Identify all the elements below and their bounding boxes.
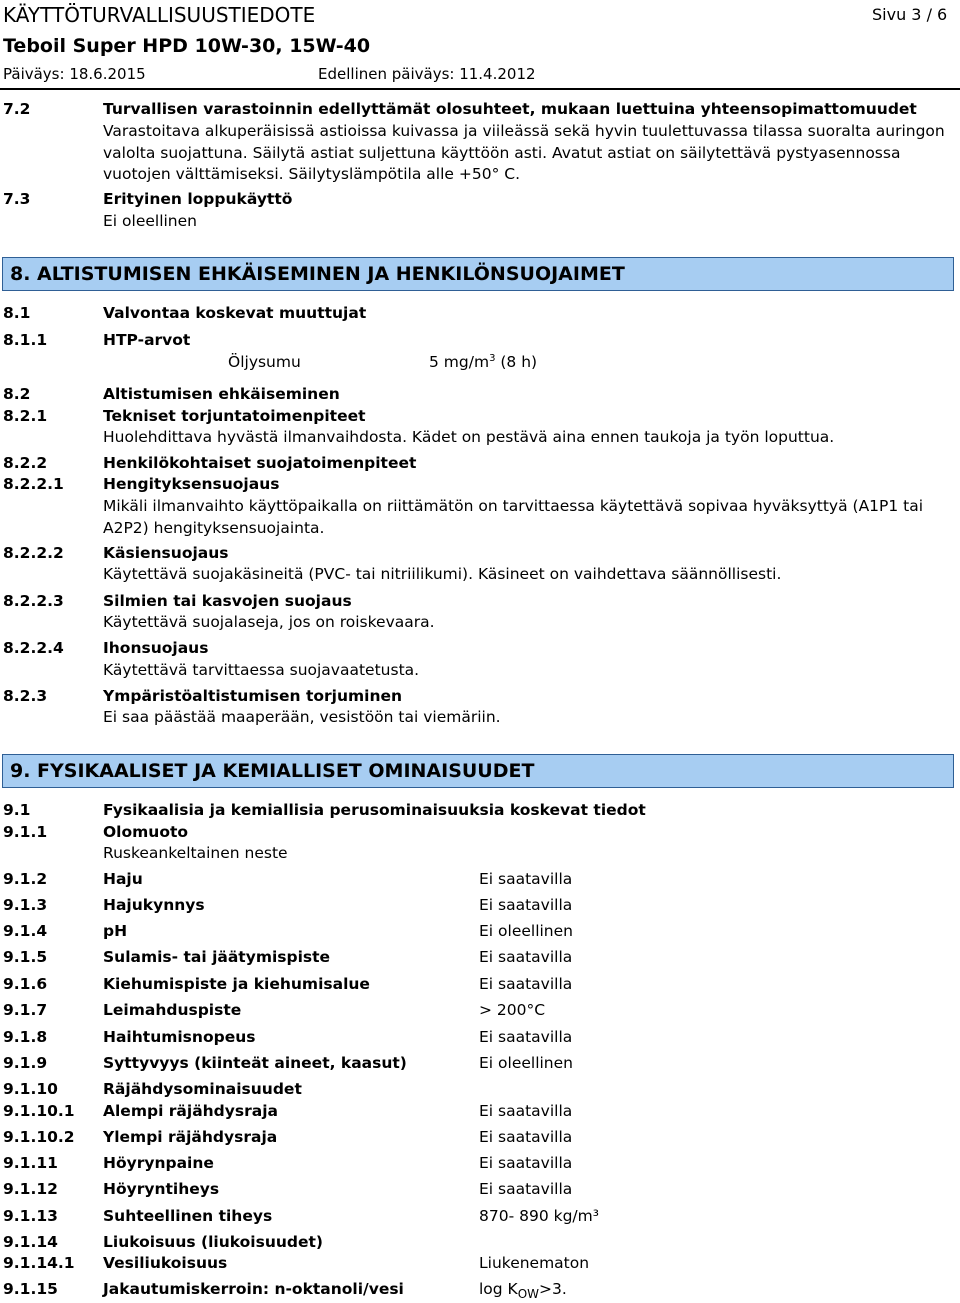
issue-date: Päiväys: 18.6.2015	[3, 65, 146, 83]
section-title: Silmien tai kasvojen suojaus	[103, 592, 352, 610]
section-number: 8.2.1	[3, 407, 48, 425]
property-label: Vesiliukoisuus	[103, 1254, 228, 1272]
header-divider	[0, 88, 960, 90]
section-number: 8.1	[3, 304, 31, 322]
section-body: Käytettävä suojalaseja, jos on roiskevaara.	[103, 613, 435, 631]
property-value: Ei oleellinen	[479, 922, 573, 940]
section-body: Käytettävä tarvittaessa suojavaatetusta.	[103, 661, 420, 679]
section-title: Hengityksensuojaus	[103, 475, 280, 493]
section-body: Mikäli ilmanvaihto käyttöpaikalla on riittämätön on tarvittaessa käytettävä sopivaa hyväksyttyä (A1P1 tai A2P2) hengityksensuojainta.	[103, 497, 924, 537]
property-label: Syttyvyys (kiinteät aineet, kaasut)	[103, 1054, 407, 1072]
section-title: Olomuoto	[103, 823, 189, 841]
property-label: Haihtumisnopeus	[103, 1028, 256, 1046]
property-number: 9.1.12	[3, 1180, 58, 1198]
section-title: Henkilökohtaiset suojatoimenpiteet	[103, 454, 417, 472]
property-value: > 200°C	[479, 1001, 546, 1019]
section-number: 9.1	[3, 801, 31, 819]
htp-substance: Öljysumu	[228, 353, 301, 371]
section-number: 8.2.2.4	[3, 639, 64, 657]
property-value: Ei saatavilla	[479, 1102, 573, 1120]
section-title: Käsiensuojaus	[103, 544, 229, 562]
property-value: Ei oleellinen	[479, 1054, 573, 1072]
section-title: Altistumisen ehkäiseminen	[103, 385, 340, 403]
section-8-heading: 8. ALTISTUMISEN EHKÄISEMINEN JA HENKILÖNSUOJAIMET	[10, 263, 625, 285]
section-body: Ei oleellinen	[103, 212, 197, 230]
property-label: Kiehumispiste ja kiehumisalue	[103, 975, 370, 993]
section-number: 8.2.3	[3, 687, 48, 705]
section-number: 7.3	[3, 190, 31, 208]
property-number: 9.1.6	[3, 975, 48, 993]
property-value: $\log K_{OW}>3$.	[479, 1280, 567, 1302]
property-value: Ei saatavilla	[479, 1128, 573, 1146]
property-label: pH	[103, 922, 128, 940]
property-number: 9.1.10.1	[3, 1102, 75, 1120]
section-8-heading-bar	[2, 257, 954, 291]
property-number: 9.1.9	[3, 1054, 48, 1072]
property-number: 9.1.13	[3, 1207, 58, 1225]
property-label: Haju	[103, 870, 143, 888]
property-number: 9.1.2	[3, 870, 48, 888]
property-value: Ei saatavilla	[479, 948, 573, 966]
property-value: Ei saatavilla	[479, 896, 573, 914]
section-title: Erityinen loppukäyttö	[103, 190, 293, 208]
previous-date: Edellinen päiväys: 11.4.2012	[318, 65, 536, 83]
section-title: HTP-arvot	[103, 331, 191, 349]
property-label: Alempi räjähdysraja	[103, 1102, 278, 1120]
product-name: Teboil Super HPD 10W-30, 15W-40	[3, 35, 371, 57]
section-title: Tekniset torjuntatoimenpiteet	[103, 407, 366, 425]
property-value: 870- 890 kg/m³	[479, 1207, 599, 1225]
section-title: Fysikaalisia ja kemiallisia perusominaisuuksia koskevat tiedot	[103, 801, 646, 819]
section-9-heading: 9. FYSIKAALISET JA KEMIALLISET OMINAISUUDET	[10, 760, 535, 782]
property-number: 9.1.5	[3, 948, 48, 966]
page-number: Sivu 3 / 6	[872, 5, 948, 24]
section-body: Käytettävä suojakäsineitä (PVC- tai nitriilikumi). Käsineet on vaihdettava säännöllisesti.	[103, 565, 782, 583]
section-number: 8.2.2.2	[3, 544, 64, 562]
section-number: 8.2.2.3	[3, 592, 64, 610]
property-number: 9.1.4	[3, 922, 48, 940]
section-body: Ruskeankeltainen neste	[103, 844, 288, 862]
property-label: Jakautumiskerroin: n-oktanoli/vesi	[103, 1280, 404, 1298]
property-number: 9.1.8	[3, 1028, 48, 1046]
property-number: 9.1.11	[3, 1154, 58, 1172]
section-9-heading-bar	[2, 754, 954, 788]
section-number: 7.2	[3, 100, 31, 118]
property-value: Ei saatavilla	[479, 1028, 573, 1046]
property-number: 9.1.7	[3, 1001, 48, 1019]
property-label: Suhteellinen tiheys	[103, 1207, 273, 1225]
section-body: Varastoitava alkuperäisissä astioissa kuivassa ja viileässä sekä hyvin tuulettuvassa tilassa suoralta auringon valolta suojattuna. Säilytä astiat suljettuna käyttöön asti. Avatut astiat on säilytettävä pystyasennossa vuotojen välttämiseksi. Säilytyslämpötila alle +50° C.	[103, 122, 945, 183]
property-number: 9.1.10.2	[3, 1128, 75, 1146]
property-label: Sulamis- tai jäätymispiste	[103, 948, 331, 966]
property-label: Höyryntiheys	[103, 1180, 220, 1198]
section-title: Valvontaa koskevat muuttujat	[103, 304, 367, 322]
section-body: Huolehdittava hyvästä ilmanvaihdosta. Kädet on pestävä aina ennen taukoja ja työn loputtua.	[103, 428, 835, 446]
property-number: 9.1.10	[3, 1080, 58, 1098]
section-number: 8.2.2	[3, 454, 48, 472]
property-value: Ei saatavilla	[479, 870, 573, 888]
property-number: 9.1.15	[3, 1280, 58, 1298]
section-number: 8.2.2.1	[3, 475, 64, 493]
property-number: 9.1.3	[3, 896, 48, 914]
property-value: Ei saatavilla	[479, 1180, 573, 1198]
section-title: Ympäristöaltistumisen torjuminen	[103, 687, 403, 705]
property-number: 9.1.14.1	[3, 1254, 75, 1272]
section-number: 8.1.1	[3, 331, 48, 349]
property-label: Räjähdysominaisuudet	[103, 1080, 302, 1098]
section-body: Ei saa päästää maaperään, vesistöön tai viemäriin.	[103, 708, 501, 726]
htp-value: 5 $mg/m^3$ (8 h)	[429, 352, 538, 371]
property-label: Liukoisuus (liukoisuudet)	[103, 1233, 323, 1251]
section-title: Ihonsuojaus	[103, 639, 209, 657]
section-number: 8.2	[3, 385, 31, 403]
property-value: Liukenematon	[479, 1254, 590, 1272]
property-label: Hajukynnys	[103, 896, 205, 914]
section-title: Turvallisen varastoinnin edellyttämät olosuhteet, mukaan luettuina yhteensopimattomuudet	[103, 100, 917, 118]
property-label: Ylempi räjähdysraja	[103, 1128, 278, 1146]
property-label: Höyrynpaine	[103, 1154, 214, 1172]
property-number: 9.1.14	[3, 1233, 58, 1251]
document-title: KÄYTTÖTURVALLISUUSTIEDOTE	[3, 3, 316, 27]
property-value: Ei saatavilla	[479, 975, 573, 993]
property-value: Ei saatavilla	[479, 1154, 573, 1172]
property-label: Leimahduspiste	[103, 1001, 242, 1019]
section-number: 9.1.1	[3, 823, 48, 841]
